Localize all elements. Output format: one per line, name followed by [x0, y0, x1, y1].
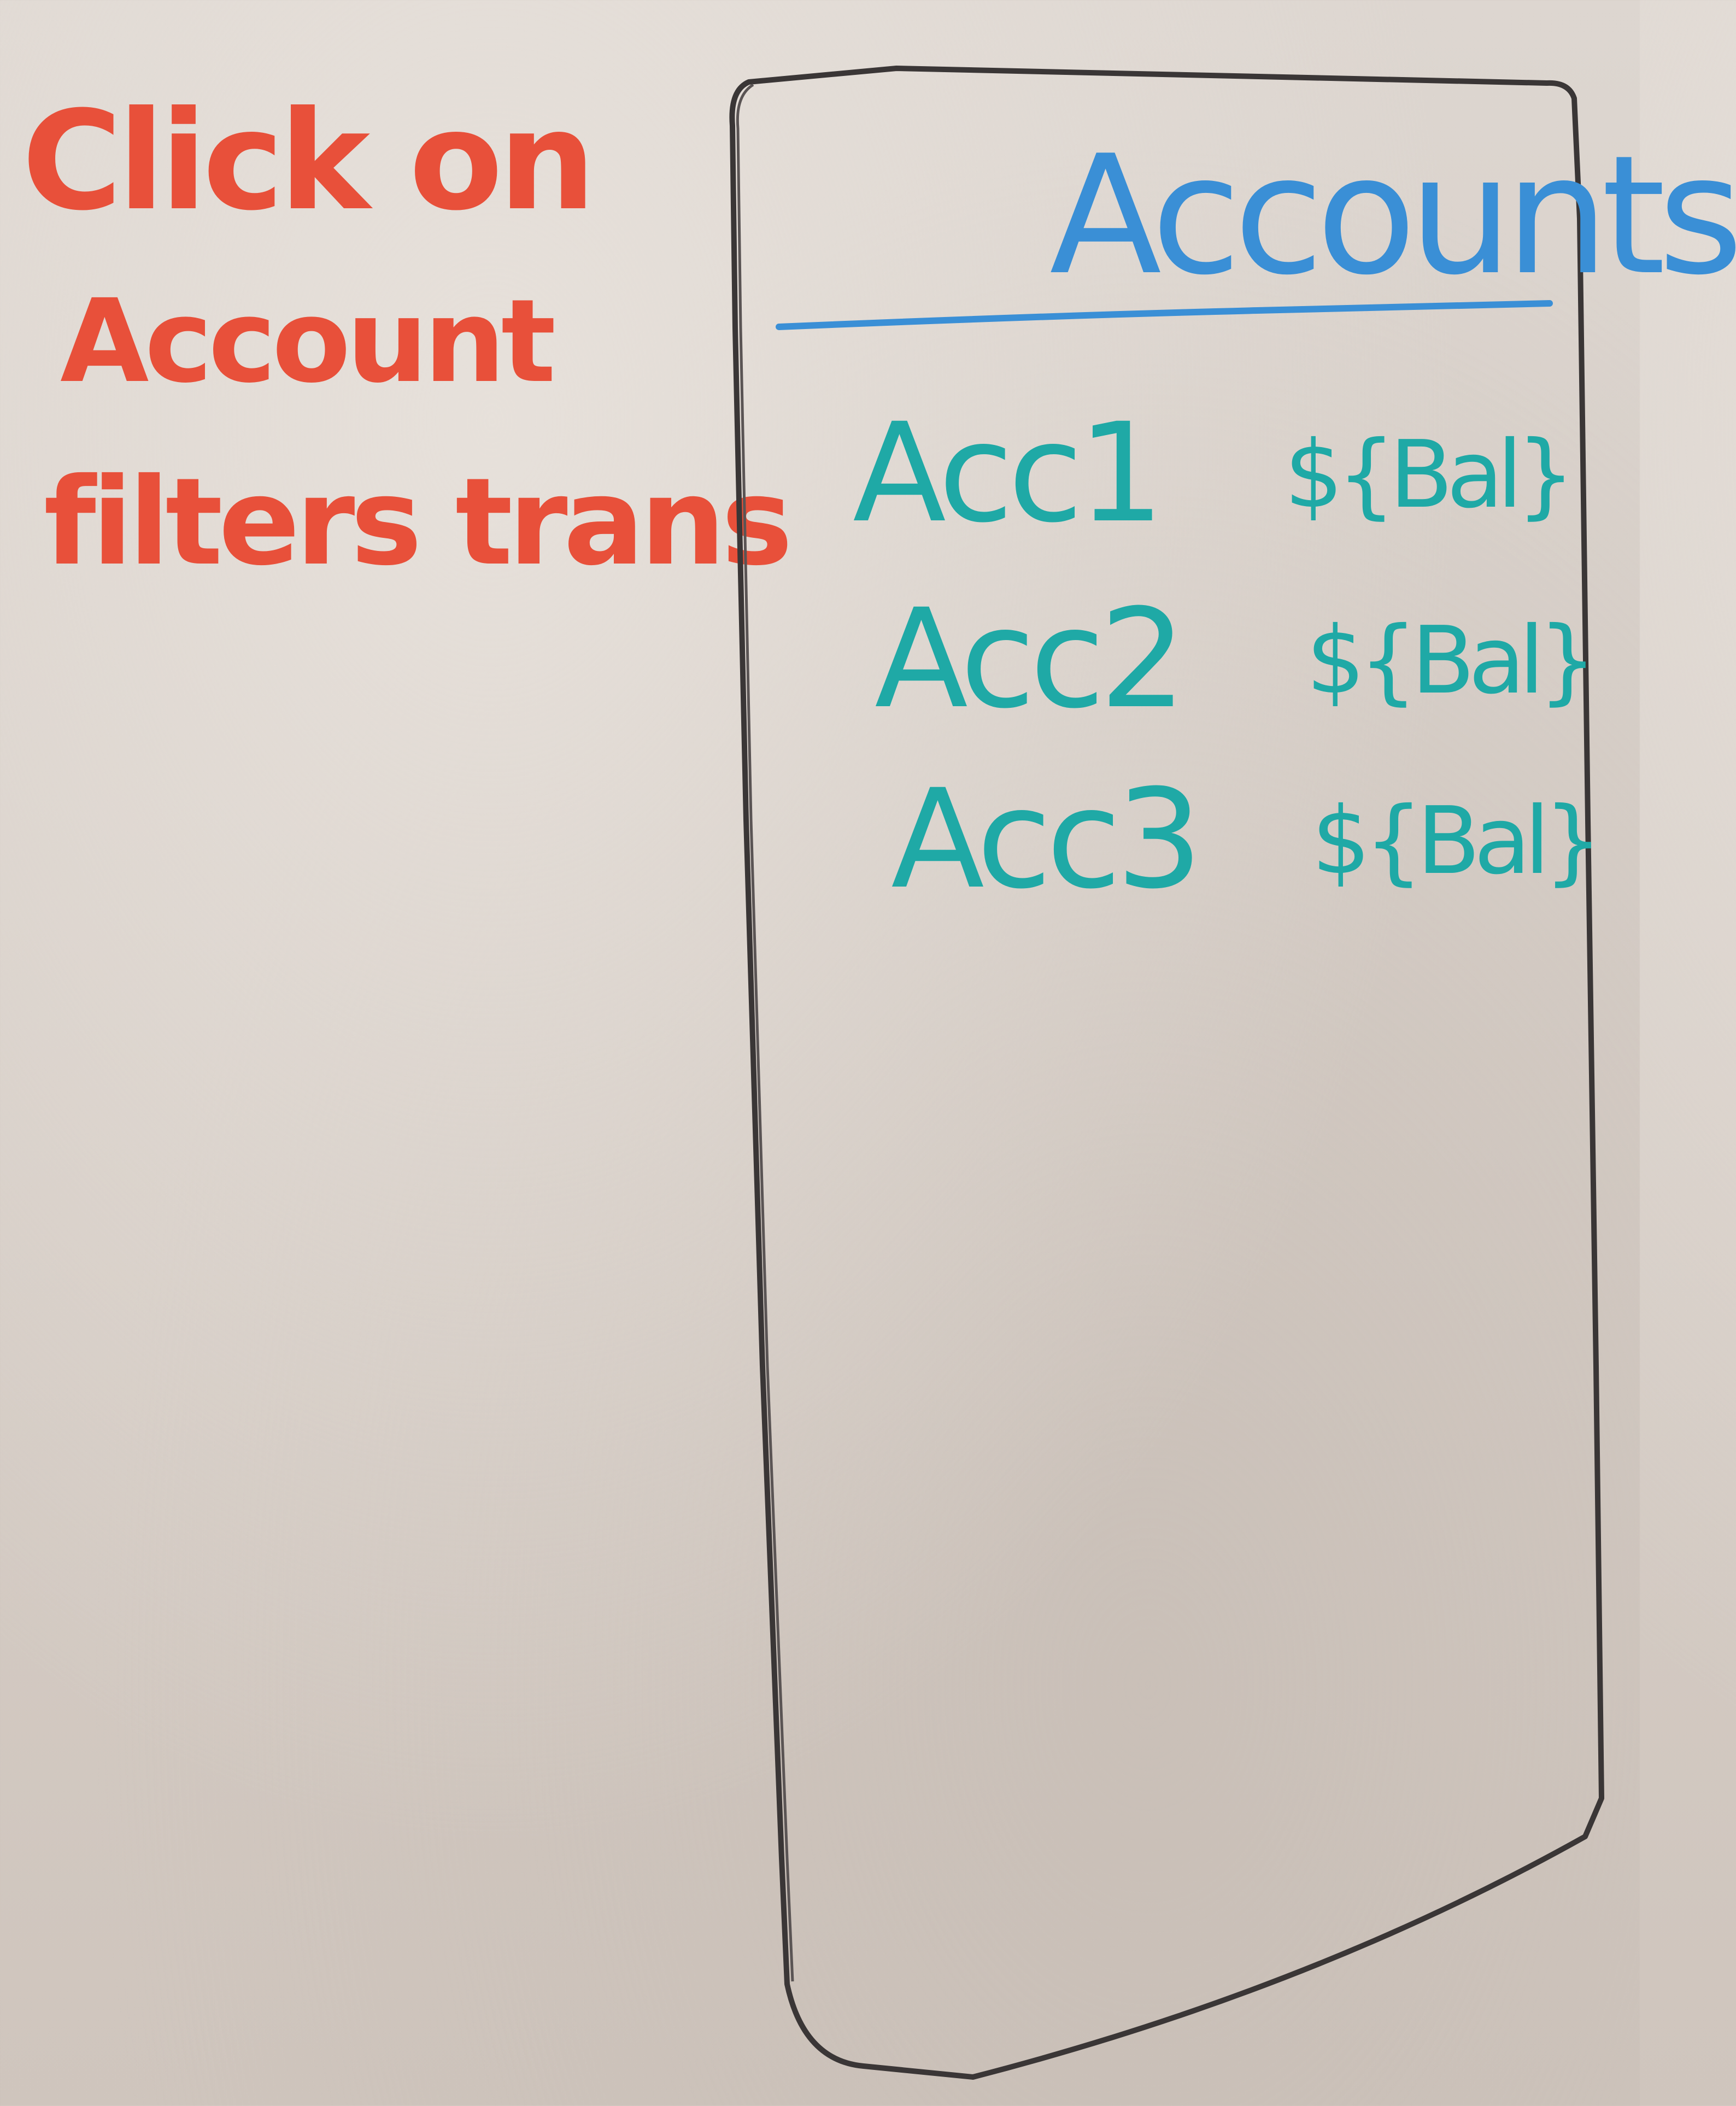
account-row-acc2[interactable] — [875, 579, 1591, 743]
account-balance: ${Bal} — [1311, 787, 1596, 895]
account-row-acc1[interactable] — [853, 394, 1569, 558]
annotation-line-1: Click on — [22, 81, 592, 240]
account-name: Acc2 — [875, 579, 1181, 738]
account-balance: ${Bal} — [1306, 607, 1591, 715]
account-row-acc3[interactable] — [891, 760, 1596, 924]
annotation-note — [22, 71, 789, 612]
annotation-line-2: Account — [60, 274, 552, 408]
account-name: Acc1 — [853, 394, 1159, 553]
account-balance: ${Bal} — [1284, 421, 1569, 529]
annotation-line-3: filters trans — [44, 452, 789, 592]
phone-screen — [743, 87, 1736, 2055]
account-name: Acc3 — [891, 760, 1198, 919]
screen-title: Accounts — [1049, 120, 1736, 311]
